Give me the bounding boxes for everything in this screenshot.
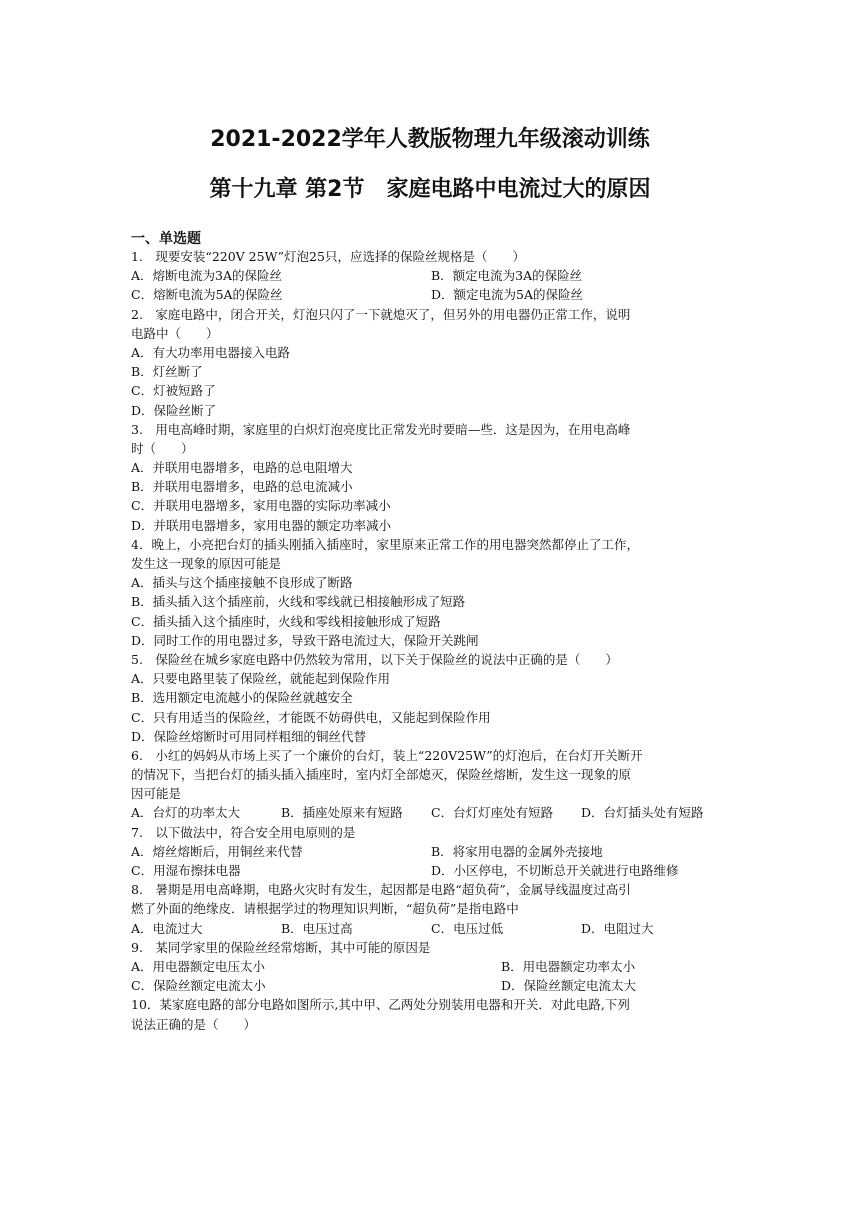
question-3-stem: 3. 用电高峰时期，家庭里的白炽灯泡亮度比正常发光时要暗—些．这是因为，在用电高峰: [131, 421, 631, 437]
option-c: C．并联用电器增多，家用电器的实际功率减小: [131, 498, 391, 514]
question-2-stem: 2. 家庭电路中，闭合开关，灯泡只闪了一下就熄灭了，但另外的用电器仍正常工作，说明: [131, 306, 631, 322]
option-a: A．熔丝熔断后，用铜丝来代替: [131, 843, 303, 859]
question-1-stem: 1. 现要安装“220V 25W”灯泡25只，应选择的保险丝规格是（ ）: [131, 249, 525, 264]
option-c: C．灯被短路了: [131, 383, 216, 399]
question-8-options: [131, 919, 731, 938]
question-6-options: [131, 803, 731, 822]
question-2-stem: 电路中（ ）: [131, 325, 219, 341]
option-a: A．电流过大: [131, 920, 203, 936]
option-b: B．额定电流为3A的保险丝: [431, 268, 583, 284]
question-6-stem: 6. 小红的妈妈从市场上买了一个廉价的台灯，装上“220V25W”的灯泡后，在台灯开关断开: [131, 747, 643, 763]
question-3-stem: 时（ ）: [131, 440, 194, 456]
option-d: D．同时工作的用电器过多，导致干路电流过大，保险开关跳闸: [131, 632, 479, 648]
question-7-options: [131, 842, 731, 861]
option-a: A．并联用电器增多，电路的总电阻增大: [131, 460, 353, 476]
document-title: 2021-2022学年人教版物理九年级滚动训练: [210, 127, 650, 152]
option-a: A．有大功率用电器接入电路: [131, 344, 291, 360]
option-b: B．并联用电器增多，电路的总电流减小: [131, 479, 353, 495]
question-1-options: [131, 266, 731, 285]
option-d: D．额定电流为5A的保险丝: [431, 287, 584, 303]
option-b: B．用电器额定功率太小: [501, 958, 636, 974]
option-a: A．熔断电流为3A的保险丝: [131, 268, 283, 284]
question-9-options: [131, 976, 731, 995]
option-b: B．灯丝断了: [131, 364, 203, 380]
question-6-stem: 的情况下，当把台灯的插头插入插座时，室内灯全部熄灭，保险丝熔断，发生这一现象的原: [131, 767, 632, 783]
option-d: D．保险丝额定电流太大: [501, 978, 637, 994]
question-8-stem: 燃了外面的绝缘皮．请根据学过的物理知识判断，“超负荷”是指电路中: [131, 901, 519, 917]
option-c: C．插头插入这个插座时，火线和零线相接触形成了短路: [131, 613, 441, 629]
option-a: A．用电器额定电压太小: [131, 958, 266, 974]
question-5-stem: 5. 保险丝在城乡家庭电路中仍然较为常用，以下关于保险丝的说法中正确的是（ ）: [131, 651, 618, 667]
option-b: B．电压过高: [281, 920, 353, 936]
section-heading: 一、单选题: [131, 231, 201, 247]
option-d: D．电阻过大: [581, 920, 654, 936]
option-c: C．台灯灯座处有短路: [431, 805, 554, 821]
question-10-stem: 说法正确的是（ ）: [131, 1016, 257, 1032]
option-d: D．小区停电，不切断总开关就进行电路维修: [431, 863, 679, 878]
question-7-options: [131, 861, 731, 880]
question-9-stem: 9. 某同学家里的保险丝经常熔断，其中可能的原因是: [131, 939, 431, 955]
option-b: B．选用额定电流越小的保险丝就越安全: [131, 690, 353, 706]
option-d: D．保险丝断了: [131, 402, 217, 418]
option-d: D．台灯插头处有短路: [581, 805, 704, 821]
option-a: A．插头与这个插座接触不良形成了断路: [131, 575, 353, 591]
question-10-stem: 10．某家庭电路的部分电路如图所示,其中甲、乙两处分别装用电器和开关．对此电路,下列: [131, 997, 630, 1013]
question-6-stem: 因可能是: [131, 786, 182, 802]
option-a: A．台灯的功率太大: [131, 805, 241, 821]
chapter-subtitle: 第十九章 第2节 家庭电路中电流过大的原因: [209, 177, 651, 202]
question-8-stem: 8. 暑期是用电高峰期，电路火灾时有发生，起因都是电路“超负荷”，金属导线温度过高引: [131, 882, 631, 898]
option-c: C．保险丝额定电流太小: [131, 978, 266, 994]
option-d: D．并联用电器增多，家用电器的额定功率减小: [131, 517, 392, 533]
option-a: A．只要电路里装了保险丝，就能起到保险作用: [131, 671, 391, 687]
option-b: B．插头插入这个插座前，火线和零线就已相接触形成了短路: [131, 594, 466, 610]
question-4-stem: 发生这一现象的原因可能是: [131, 556, 282, 571]
option-c: C．只有用适当的保险丝，才能既不妨碍供电，又能起到保险作用: [131, 709, 491, 725]
question-9-options: [131, 957, 731, 976]
question-1-options: [131, 285, 731, 304]
option-c: C．熔断电流为5A的保险丝: [131, 287, 283, 303]
question-4-stem: 4．晚上，小亮把台灯的插头刚插入插座时，家里原来正常工作的用电器突然都停止了工作，: [131, 536, 639, 552]
option-d: D．保险丝熔断时可用同样粗细的铜丝代替: [131, 728, 367, 744]
option-b: B．插座处原来有短路: [281, 805, 403, 821]
option-b: B．将家用电器的金属外壳接地: [431, 843, 603, 859]
question-list: [131, 247, 731, 1034]
option-c: C．用湿布擦抹电器: [131, 863, 241, 878]
question-7-stem: 7. 以下做法中，符合安全用电原则的是: [131, 824, 356, 840]
option-c: C．电压过低: [431, 920, 504, 936]
